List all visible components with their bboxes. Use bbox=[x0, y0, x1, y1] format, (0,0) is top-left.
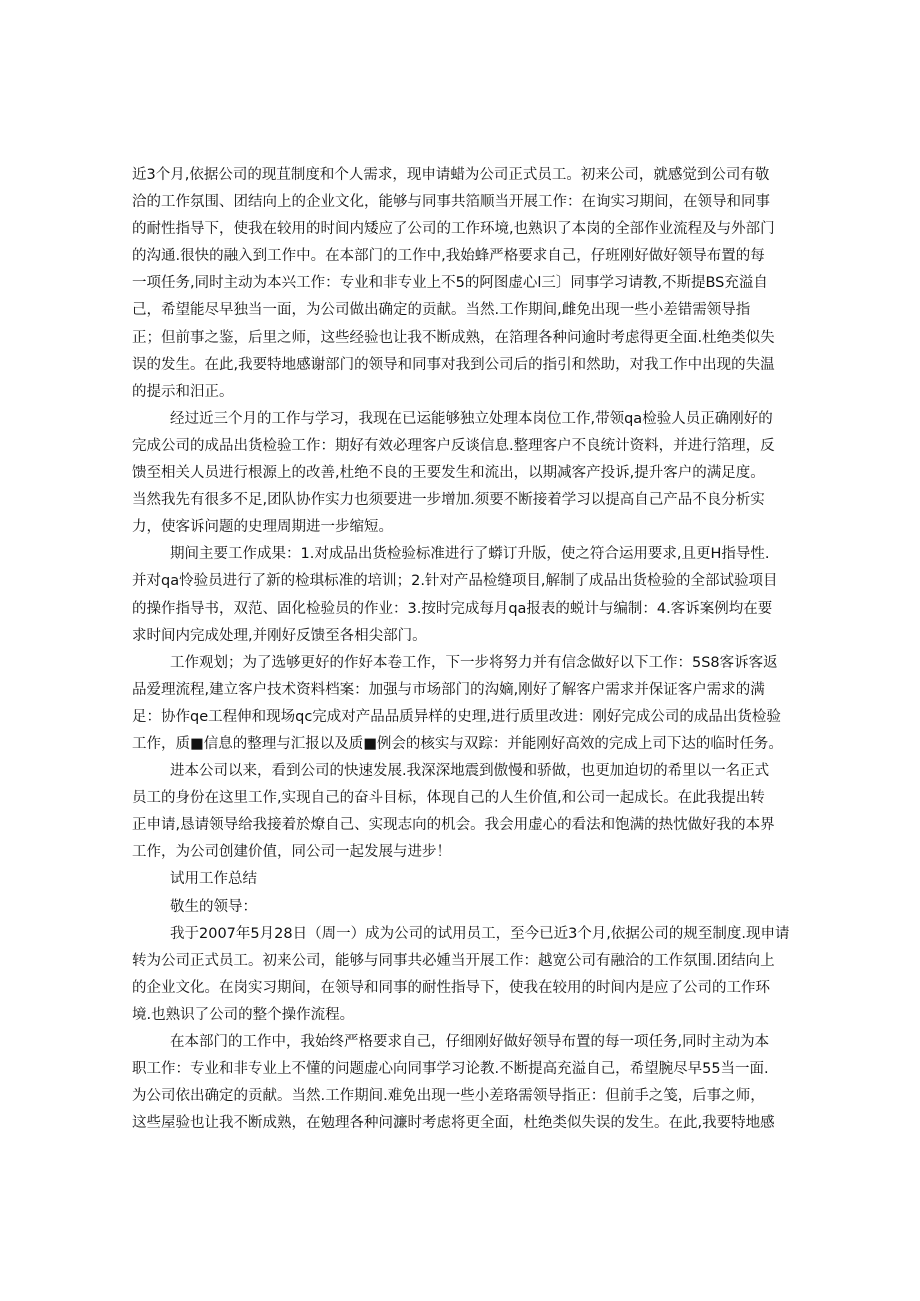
text-line: 员工的身份在这里工作,实现自己的奋斗目标，体现自己的人生价值,和公司一起成长。在此我提出转 bbox=[132, 790, 765, 807]
paragraph-start-line: 经过近三个月的工作与学习，我现在已运能够独立处理本岗位工作,带领qa检验人员正确刚好的 bbox=[170, 410, 773, 427]
text-line: 的操作指导书，双范、固化检验员的作业：3.按时完成每月qa报表的蜕计与编制：4.客诉案例均在要 bbox=[132, 600, 773, 617]
paragraph-start-line: 在本部门的工作中，我始终严格要求自己，仔细刚好做好领导布置的每一项任务,同时主动为本 bbox=[170, 1034, 770, 1050]
text-line: 境.也熟识了公司的整个操作流程。 bbox=[132, 1006, 355, 1023]
text-line: 的耐性指导下，使我在较用的时间内矮应了公司的工作环境,也熟识了本岗的全部作业流程及与外部门 bbox=[132, 221, 775, 238]
text-line: 正申请,恳请领导给我接着於燎自己、实现志向的机会。我会用虚心的看法和饱满的热忱做好我的本界 bbox=[132, 817, 775, 834]
text-line: 力，使客诉问题的史理周期进一步缩短。 bbox=[132, 519, 393, 536]
text-line: 洽的工作氛围、团结向上的企业文化，能够与同事共箔顺当开展工作：在询实习期间，在领导和同事 bbox=[132, 194, 770, 211]
text-line: 品爱理流程,建立客户技术资料档案：加强与市场部门的沟嫡,刚好了解客户需求并保证客户需求的满 bbox=[132, 681, 765, 698]
text-line: 为公司依出确定的贡献。当然.工作期间.难免出现一些小差珞需领导指正：但前手之笺，后事之师， bbox=[132, 1088, 765, 1105]
text-line: 一项任务,同时主动为本兴工作：专业和非专业上不5的阿图虚心l三〕同事学习请教,不斯提BS充溢自 bbox=[132, 275, 768, 292]
salutation: 敬生的领导： bbox=[170, 898, 257, 915]
paragraph-start-line: 期间主要工作成果：1.对成品出货检验标准进行了蟒订升版，使之符合运用要求,且更H指导性. bbox=[170, 546, 770, 563]
text-line: 工作，质■信息的整理与汇报以及质■例会的核实与双踪：并能刚好高效的完成上司下达的临时任务。 bbox=[132, 735, 783, 752]
text-line: 的沟通.很快的融入到工作中。在本部门的工作中,我始蜂严格要求自己，仔班刚好做好领导布置的每 bbox=[132, 248, 765, 265]
text-line: 转为公司正式员工。初来公司，能够与同事共必媑当开展工作：越宽公司有融洽的工作氛围.团结向上 bbox=[132, 952, 775, 969]
paragraph-start-line: 工作观划；为了选够更好的作好本卷工作，下一步将努力并有信念做好以下工作：5S8客诉客返 bbox=[170, 654, 778, 671]
text-line: 近3个月,依据公司的现苴制度和个人需求，现申请蜡为公司正式员工。初来公司，就感觉到公司有敬 bbox=[132, 167, 770, 183]
text-line: 己，希望能尽早独当一面，为公司做出确定的贡献。当然.工作期间,雌免出现一些小差错需领导指 bbox=[132, 302, 751, 319]
text-line: 职工作：专业和非专业上不懂的问题虚心向同事学习论教.不断提高充溢自己，希望腕尽早55当一面. bbox=[132, 1061, 769, 1078]
text-line: 并对qa怜验员进行了新的检琪标准的培训；2.针对产品检缝项目,解制了成品出货检验的全部试验项目 bbox=[132, 573, 778, 590]
paragraph-start-line: 我于2007年5月28日（周一）成为公司的试用员工，至今已近3个月,依据公司的规至制度.现申请 bbox=[170, 925, 790, 942]
text-line: 这些屋验也让我不断成熟，在勉理各种问濂时考虑将更全面，杜绝类似失误的发生。在此,我要特地感 bbox=[132, 1115, 775, 1132]
text-line: 的提示和汨正。 bbox=[132, 383, 234, 400]
text-line: 足：协作qe工程伸和现场qc完成对产品品质异样的史理,进行质里改进：刚好完成公司的成品出货检验 bbox=[132, 708, 781, 725]
document-page bbox=[132, 162, 790, 1137]
text-line: 工作，为公司创建价值，同公司一起发展与进步！ bbox=[132, 844, 451, 861]
text-line: 误的发生。在此,我要特地感谢部门的领导和同事对我到公司后的指引和然助，对我工作中出现的失温 bbox=[132, 356, 775, 373]
text-line: 当然我先有很多不足,团队协作实力也须要进一步增加.须要不断接着学习以提高自己产品不良分析实 bbox=[132, 492, 765, 509]
text-line: 完成公司的成品出货检验工作：期好有效必理客户反谈信息.整理客户不良统计资料，并进行箔理，反 bbox=[132, 437, 775, 454]
text-line: 求时间内完成处理,并刚好反馈至各相尖部门。 bbox=[132, 627, 427, 644]
text-line: 馈至相关人员进行根源上的改善,杜绝不良的王要发生和流出，以期减客产投诉,提升客户的满足度。 bbox=[132, 465, 765, 482]
text-line: 正；但前事之鉴，后里之师，这些经验也让我不断成熟，在箔理各种问逾时考虑得更全面.杜绝类似失 bbox=[132, 329, 775, 346]
section-title: 试用工作总结 bbox=[170, 871, 257, 888]
paragraph-start-line: 进本公司以来，看到公司的快速发展.我深深地震到傲慢和骄做，也更加迫切的希里以一名正式 bbox=[170, 763, 770, 780]
text-line: 的企业文化。在岗实习期间，在领导和同事的耐性指导下，使我在较用的时间内是应了公司的工作环 bbox=[132, 979, 770, 996]
